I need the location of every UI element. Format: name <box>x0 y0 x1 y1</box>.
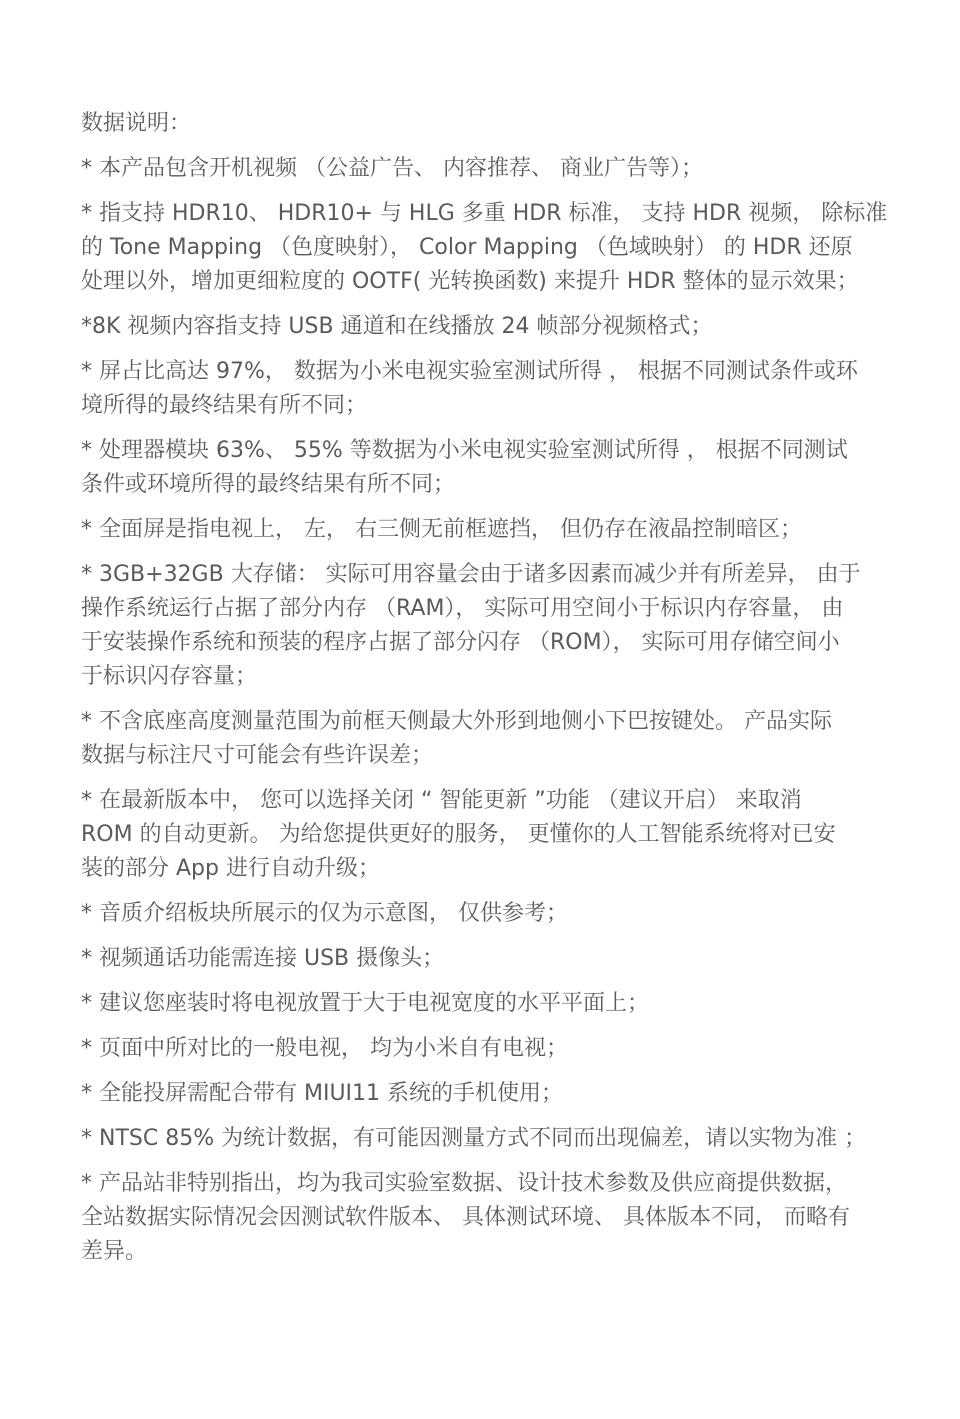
note-line: * 视频通话功能需连接 USB 摄像头； <box>81 946 445 971</box>
note-item <box>81 152 889 186</box>
note-item <box>81 1167 889 1269</box>
note-line: ROM 的自动更新。 为给您提供更好的服务， 更懂你的人工智能系统将对已安 <box>81 822 836 847</box>
note-line: 操作系统运行占据了部分内存 （RAM）， 实际可用空间小于标识内存容量， 由 <box>81 596 844 621</box>
note-item <box>81 784 889 886</box>
note-item <box>81 513 889 547</box>
note-line: 装的部分 App 进行自动升级； <box>81 856 380 881</box>
note-line: 差异。 <box>81 1239 148 1264</box>
note-line: * 不含底座高度测量范围为前框天侧最大外形到地侧小下巴按键处。 产品实际 <box>81 709 832 734</box>
note-line: * 产品站非特别指出，均为我司实验室数据、设计技术参数及供应商提供数据， <box>81 1171 847 1196</box>
note-item <box>81 897 889 931</box>
note-line: 于标识闪存容量； <box>81 664 258 689</box>
note-line: * 在最新版本中， 您可以选择关闭 “ 智能更新 ”功能 （建议开启） 来取消 <box>81 788 802 813</box>
note-line: * 页面中所对比的一般电视， 均为小米自有电视； <box>81 1036 568 1061</box>
note-item <box>81 434 889 502</box>
note-line: *8K 视频内容指支持 USB 通道和在线播放 24 帧部分视频格式； <box>81 314 713 339</box>
note-line: 处理以外，增加更细粒度的 OOTF( 光转换函数) 来提升 HDR 整体的显示效果； <box>81 269 859 294</box>
note-line: * 处理器模块 63%、 55% 等数据为小米电视实验室测试所得 ， 根据不同测试 <box>81 438 848 463</box>
note-line: * 屏占比高达 97%， 数据为小米电视实验室测试所得 ， 根据不同测试条件或环 <box>81 359 858 384</box>
note-item <box>81 355 889 423</box>
note-line: 全站数据实际情况会因测试软件版本、 具体测试环境、 具体版本不同， 而略有 <box>81 1205 850 1230</box>
note-line: 数据与标注尺寸可能会有些许误差； <box>81 743 434 768</box>
note-line: 境所得的最终结果有所不同； <box>81 393 368 418</box>
note-line: * 全能投屏需配合带有 MIUI11 系统的手机使用； <box>81 1081 564 1106</box>
note-line: * 音质介绍板块所展示的仅为示意图， 仅供参考； <box>81 901 568 926</box>
page-title: 数据说明： <box>81 111 192 136</box>
note-line: * 3GB+32GB 大存储： 实际可用容量会由于诸多因素而减少并有所差异， 由于 <box>81 562 861 587</box>
note-line: 的 Tone Mapping （色度映射）， Color Mapping （色域映射） 的 HDR 还原 <box>81 235 853 260</box>
note-line: 条件或环境所得的最终结果有所不同； <box>81 472 456 497</box>
note-item <box>81 197 889 299</box>
note-line: * 本产品包含开机视频 （公益广告、 内容推荐、 商业广告等）； <box>81 156 703 181</box>
note-item <box>81 1032 889 1066</box>
data-disclaimer-page <box>81 107 889 1280</box>
note-line: 于安装操作系统和预装的程序占据了部分闪存 （ROM）， 实际可用存储空间小 <box>81 630 840 655</box>
note-line: * 建议您座装时将电视放置于大于电视宽度的水平平面上； <box>81 991 649 1016</box>
note-item <box>81 987 889 1021</box>
note-item <box>81 558 889 694</box>
note-line: * 指支持 HDR10、 HDR10+ 与 HLG 多重 HDR 标准， 支持 HDR 视频， 除标准 <box>81 201 888 226</box>
notes-list <box>81 152 889 1269</box>
note-line: * NTSC 85% 为统计数据，有可能因测量方式不同而出现偏差，请以实物为准 ； <box>81 1126 867 1151</box>
note-line: * 全面屏是指电视上， 左， 右三侧无前框遮挡， 但仍存在液晶控制暗区； <box>81 517 802 542</box>
note-item <box>81 705 889 773</box>
note-item <box>81 1122 889 1156</box>
note-item <box>81 310 889 344</box>
note-item <box>81 942 889 976</box>
note-item <box>81 1077 889 1111</box>
